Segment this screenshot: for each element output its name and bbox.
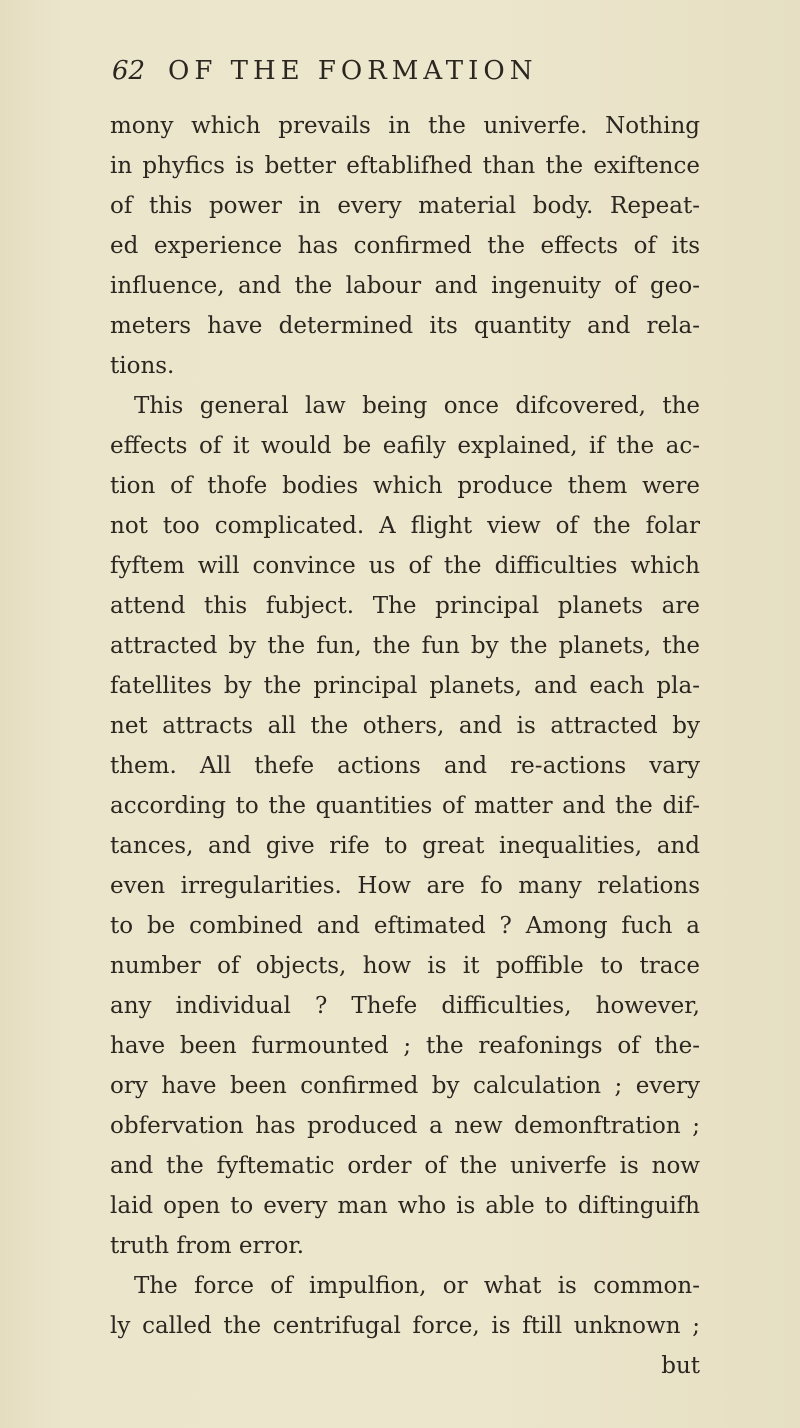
text-line: mony which prevails in the univerfe. Nothing — [110, 113, 700, 139]
paragraph-first-line: The force of impulfion, or what is common- — [134, 1273, 700, 1299]
text-line: have been furmounted ; the reafonings of the- — [110, 1033, 700, 1059]
text-line: them. All thefe actions and re-actions vary — [110, 753, 700, 779]
text-line: number of objects, how is it poffible to trace — [110, 953, 700, 979]
paragraph-end-line: tions. — [110, 353, 175, 379]
text-line: according to the quantities of matter and the dif- — [110, 793, 700, 819]
text-line: any individual ? Thefe difficulties, however, — [110, 993, 700, 1019]
text-line: tion of thofe bodies which produce them were — [110, 473, 700, 499]
text-line: ory have been confirmed by calculation ; every — [110, 1073, 700, 1099]
page-number: 62 — [112, 56, 146, 86]
text-line: effects of it would be eafily explained, if the ac- — [110, 433, 700, 459]
text-line: and the fyftematic order of the univerfe is now — [110, 1153, 700, 1179]
text-line: meters have determined its quantity and rela- — [110, 313, 700, 339]
paragraph-end-line: truth from error. — [110, 1233, 305, 1259]
text-line: attend this fubject. The principal planets are — [110, 593, 700, 619]
text-line: of this power in every material body. Repeat- — [110, 193, 700, 219]
paragraph-first-line: This general law being once difcovered, the — [134, 393, 700, 419]
text-line: not too complicated. A flight view of the folar — [110, 513, 700, 539]
text-line: even irregularities. How are fo many relations — [110, 873, 700, 899]
running-head — [112, 56, 712, 96]
text-line: laid open to every man who is able to diftinguifh — [110, 1193, 700, 1219]
text-line: ed experience has confirmed the effects of its — [110, 233, 700, 259]
text-line: tances, and give rife to great inequalities, and — [110, 833, 700, 859]
text-line: net attracts all the others, and is attracted by — [110, 713, 700, 739]
running-title: OF THE FORMATION — [168, 56, 538, 86]
text-line: in phyfics is better eftablifhed than the exiftence — [110, 153, 700, 179]
text-line: to be combined and eftimated ? Among fuch a — [110, 913, 700, 939]
text-line: attracted by the fun, the fun by the planets, the — [110, 633, 700, 659]
text-line: ly called the centrifugal force, is ftill unknown ; — [110, 1313, 700, 1339]
text-line: influence, and the labour and ingenuity of geo- — [110, 273, 700, 299]
text-line: obfervation has produced a new demonftration ; — [110, 1113, 700, 1139]
catchword: but — [661, 1353, 700, 1379]
text-line: fatellites by the principal planets, and each pla- — [110, 673, 700, 699]
text-line: fyftem will convince us of the difficulties which — [110, 553, 700, 579]
body-text — [110, 106, 700, 1386]
